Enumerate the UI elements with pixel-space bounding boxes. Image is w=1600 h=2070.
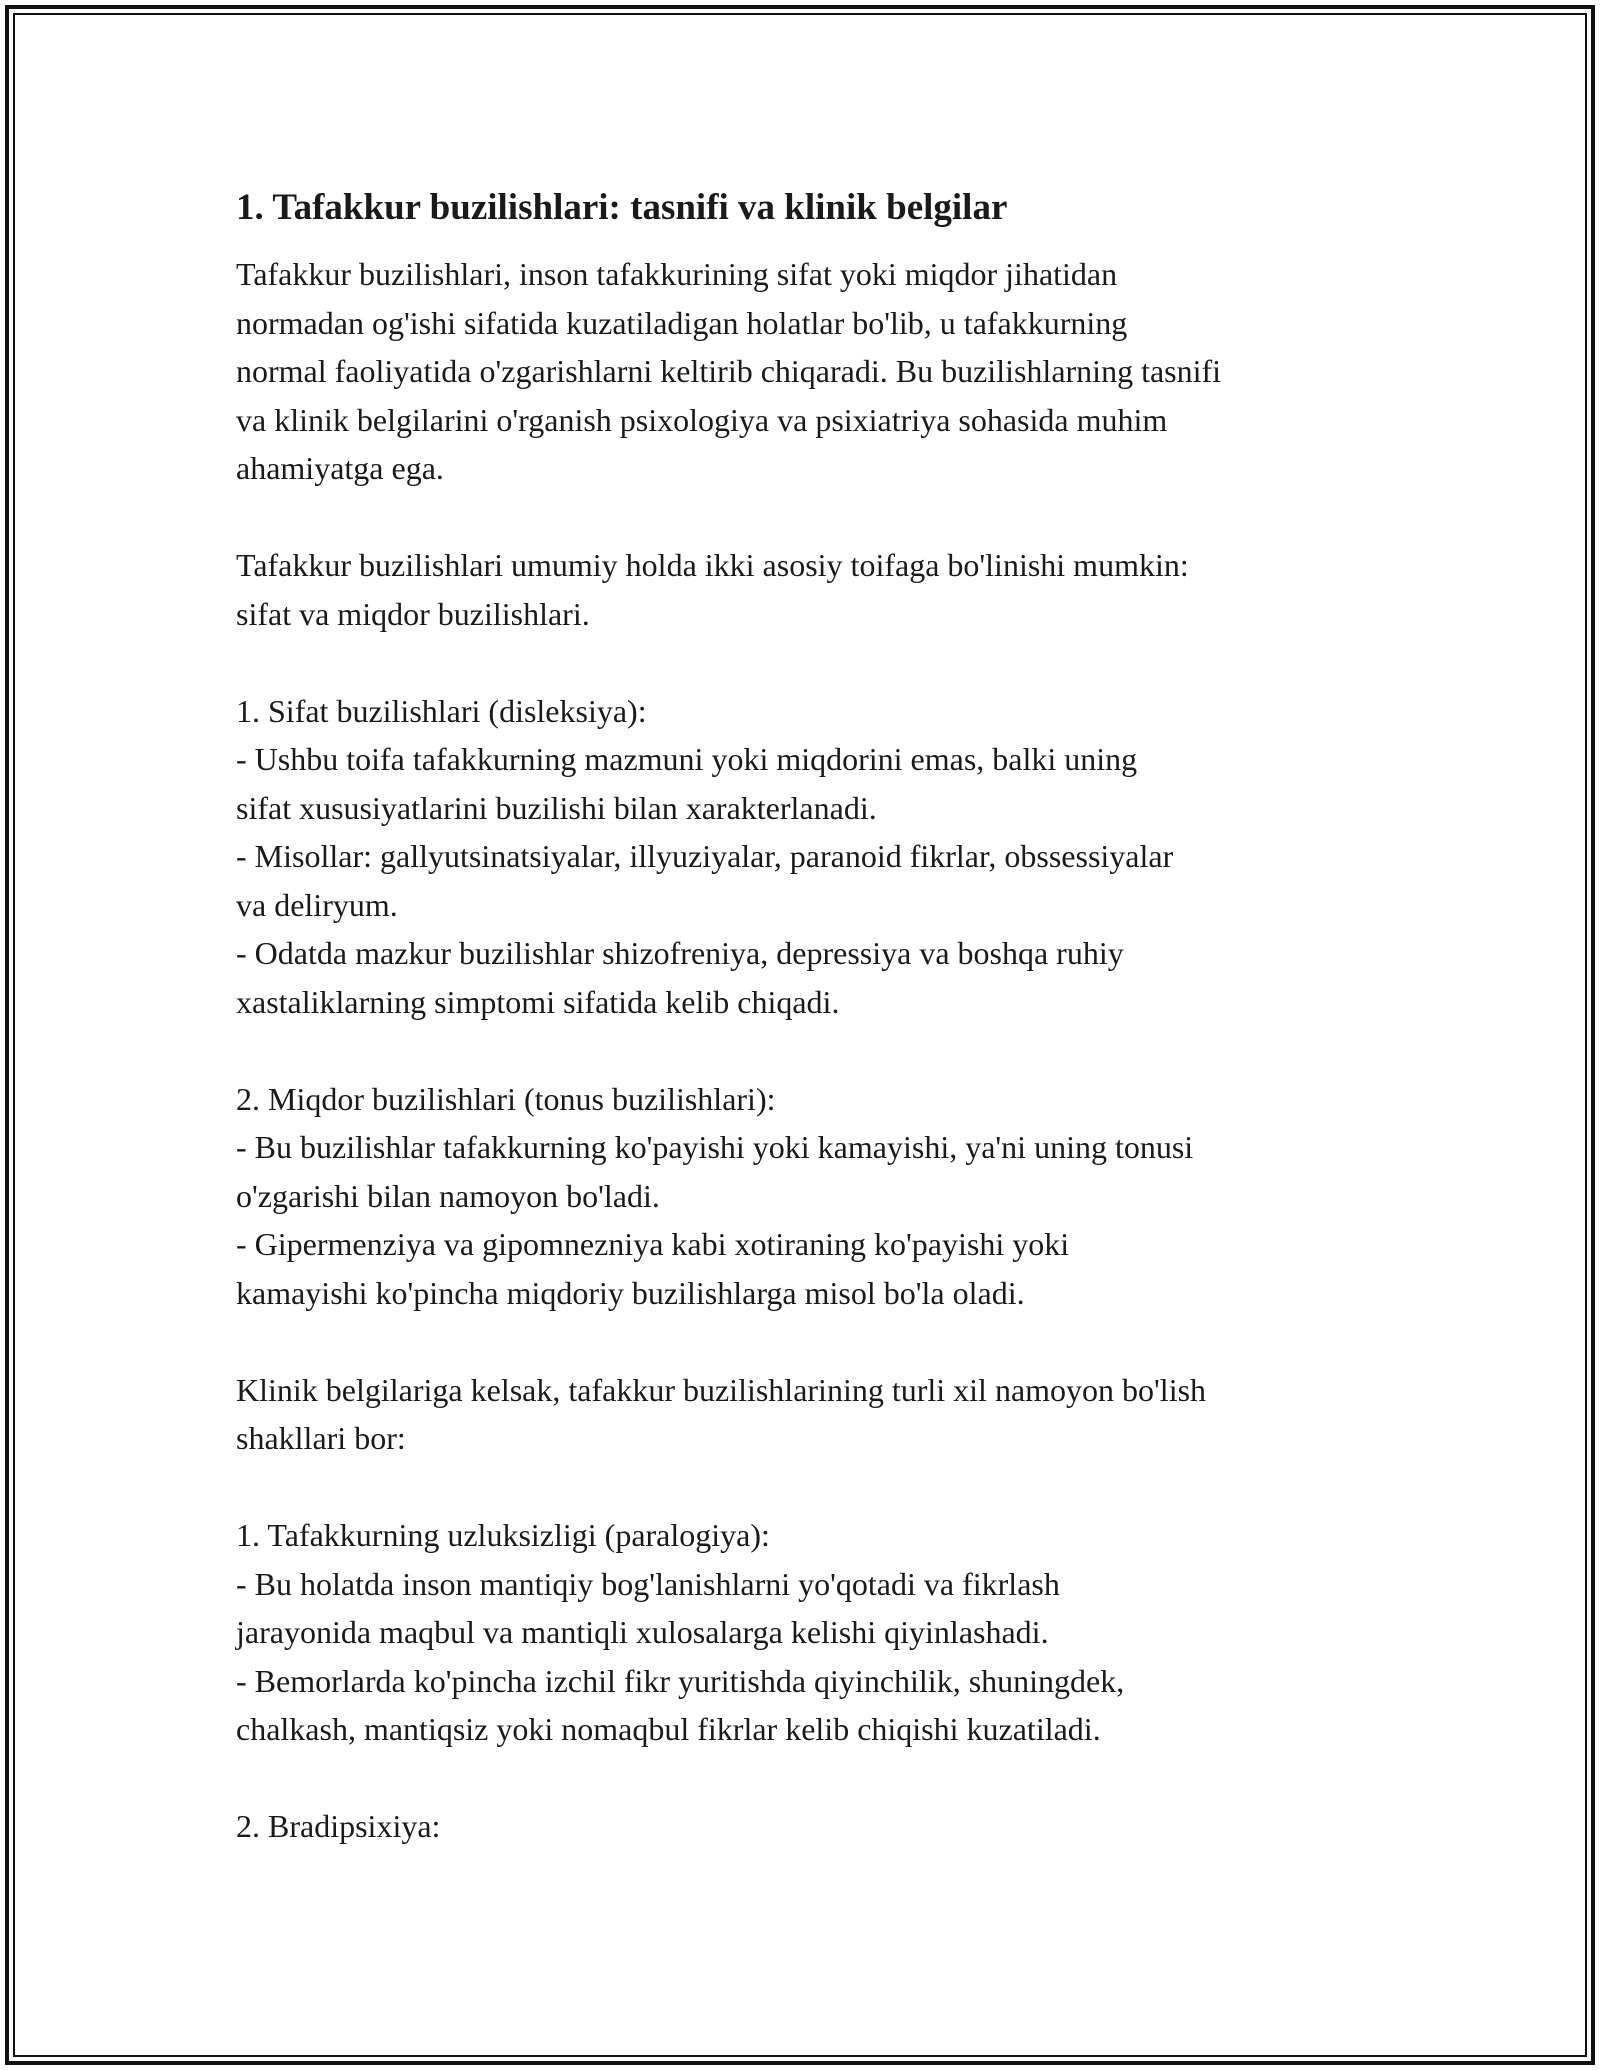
paragraph-bradipsixiya: 2. Bradipsixiya: bbox=[236, 1808, 441, 1844]
paragraph-intro: Tafakkur buzilishlari, inson tafakkurining sifat yoki miqdor jihatidan normadan og'ishi sifatida kuzatiladigan holatlar bo'lib, u tafakkurning normal faoliyatida o'zgarishlarni keltirib chiqaradi. Bu buzilishlarning tasnifi va klinik belgilarini o'rganish psixologiya va psixiatriya sohasida muhim ahamiyatga ega. bbox=[236, 256, 1222, 486]
paragraph-categories: Tafakkur buzilishlari umumiy holda ikki asosiy toifaga bo'linishi mumkin: sifat va miqdor buzilishlari. bbox=[236, 547, 1189, 632]
paragraph-clinical-signs: Klinik belgilariga kelsak, tafakkur buzilishlarining turli xil namoyon bo'lish shakllari bor: bbox=[236, 1371, 1207, 1456]
paragraph-quality-disorders: 1. Sifat buzilishlari (disleksiya): - Ushbu toifa tafakkurning mazmuni yoki miqdorini emas, balki uning sifat xususiyatlarini buzilishi bilan xarakterlanadi. - Misollar: gallyutsinatsiyalar, illyuziyalar, paranoid fikrlar, obssessiyalar va deliryum. - Odatda mazkur buzilishlar shizofreniya, depressiya va boshqa ruhiy xastaliklarning simptomi sifatida kelib chiqadi. bbox=[236, 692, 1174, 1020]
document-body bbox=[236, 184, 1376, 1851]
paragraph-paralogia: 1. Tafakkurning uzluksizligi (paralogiya): - Bu holatda inson mantiqiy bog'lanishlarni yo'qotadi va fikrlash jarayonida maqbul va mantiqli xulosalarga kelishi qiyinlashadi. - Bemorlarda ko'pincha izchil fikr yuritishda qiyinchilik, shuningdek, chalkash, mantiqsiz yoki nomaqbul fikrlar kelib chiqishi kuzatiladi. bbox=[236, 1517, 1125, 1747]
paragraph-quantity-disorders: 2. Miqdor buzilishlari (tonus buzilishlari): - Bu buzilishlar tafakkurning ko'payishi yoki kamayishi, ya'ni uning tonusi o'zgarishi bilan namoyon bo'ladi. - Gipermenziya va gipomnezniya kabi xotiraning ko'payishi yoki kamayishi ko'pincha miqdoriy buzilishlarga misol bo'la oladi. bbox=[236, 1080, 1194, 1311]
section-heading: 1. Tafakkur buzilishlari: tasnifi va klinik belgilar bbox=[236, 187, 1008, 228]
